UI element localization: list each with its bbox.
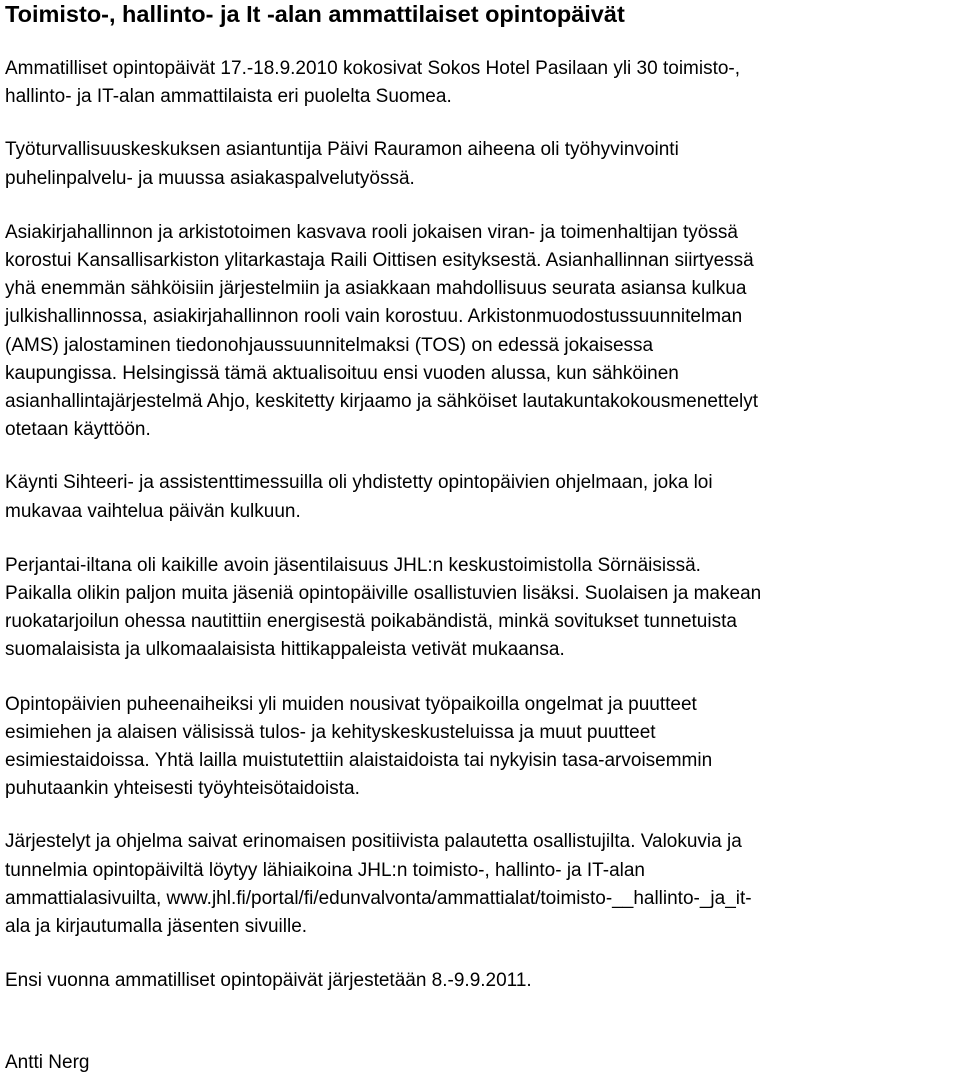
document-title: Toimisto-, hallinto- ja It -alan ammattilaiset opintopäivät (5, 1, 625, 27)
text-line: asianhallintajärjestelmä Ahjo, keskitetty kirjaamo ja sähköiset lautakuntakokousmenettelyt (5, 391, 759, 413)
paragraph-fair-visit (5, 469, 957, 525)
text-line: Käynti Sihteeri- ja assistenttimessuilla oli yhdistetty opintopäivien ohjelmaan, joka loi (5, 472, 713, 494)
text-line: Perjantai-iltana oli kaikille avoin jäsentilaisuus JHL:n keskustoimistolla Sörnäisissä. (5, 554, 701, 576)
text-line: Ensi vuonna ammatilliset opintopäivät järjestetään 8.-9.9.2011. (5, 970, 532, 992)
text-line: puhelinpalvelu- ja muussa asiakaspalvelutyössä. (5, 167, 415, 189)
text-line: (AMS) jalostaminen tiedonohjaussuunnitelmaksi (TOS) on edessä jokaisessa (5, 334, 654, 356)
paragraph-wellbeing-talk (5, 136, 957, 192)
text-line: kaupungissa. Helsingissä tämä aktualisoituu ensi vuoden alussa, kun sähköinen (5, 362, 679, 384)
paragraph-member-evening (5, 552, 957, 665)
text-line: Työturvallisuuskeskuksen asiantuntija Päivi Rauramon aiheena oli työhyvinvointi (5, 139, 679, 161)
text-line: Opintopäivien puheenaiheiksi yli muiden nousivat työpaikoilla ongelmat ja puutteet (5, 693, 697, 715)
text-line: Asiakirjahallinnon ja arkistotoimen kasvava rooli jokaisen viran- ja toimenhaltijan työssä (5, 221, 738, 243)
text-line: ala ja kirjautumalla jäsenten sivuille. (5, 916, 308, 938)
text-line: puhutaankin yhteisesti työyhteisötaidoista. (5, 778, 360, 800)
text-line: korostui Kansallisarkiston ylitarkastaja Raili Oittisen esityksestä. Asianhallinnan siirtyessä (5, 250, 754, 272)
author-name: Antti Nerg (5, 1052, 90, 1074)
text-line: otetaan käyttöön. (5, 419, 151, 441)
text-line: esimiehen ja alaisen välisissä tulos- ja kehityskeskusteluissa ja muut puutteet (5, 721, 656, 743)
paragraph-event-intro (5, 55, 957, 111)
paragraph-discussion-topics (5, 691, 957, 804)
text-line: Ammatilliset opintopäivät 17.-18.9.2010 kokosivat Sokos Hotel Pasilaan yli 30 toimisto-, (5, 58, 741, 79)
document-page (5, 0, 957, 1078)
text-line: tunnelmia opintopäiviltä löytyy lähiaikoina JHL:n toimisto-, hallinto- ja IT-alan (5, 859, 645, 881)
paragraph-next-year (5, 967, 957, 995)
text-line: yhä enemmän sähköisiin järjestelmiin ja asiakkaan mahdollisuus seurata asiansa kulkua (5, 278, 747, 300)
text-line: ammattialasivuilta, www.jhl.fi/portal/fi/edunvalvonta/ammattialat/toimisto-__hallinto-_ja_it- (5, 887, 752, 909)
text-line: mukavaa vaihtelua päivän kulkuun. (5, 500, 301, 522)
text-line: julkishallinnossa, asiakirjahallinnon rooli vain korostuu. Arkistonmuodostussuunnitelman (5, 306, 743, 328)
paragraph-feedback (5, 828, 957, 941)
text-line: suomalaisista ja ulkomaalaisista hittikappaleista vetivät mukaansa. (5, 639, 565, 661)
text-line: esimiestaidoissa. Yhtä lailla muistutettiin alaistaidoista tai nykyisin tasa-arvoisemmin (5, 750, 713, 772)
text-line: Järjestelyt ja ohjelma saivat erinomaisen positiivista palautetta osallistujilta. Valokuvia ja (5, 831, 742, 853)
text-line: hallinto- ja IT-alan ammattilaista eri puolelta Suomea. (5, 86, 452, 108)
paragraph-records-management (5, 219, 957, 445)
author-signature (5, 1049, 957, 1077)
text-line: ruokatarjoilun ohessa nautittiin energisestä poikabändistä, minkä sovitukset tunnetuista (5, 611, 737, 633)
text-line: Paikalla olikin paljon muita jäseniä opintopäiville osallistuvien lisäksi. Suolaisen ja makean (5, 583, 762, 605)
